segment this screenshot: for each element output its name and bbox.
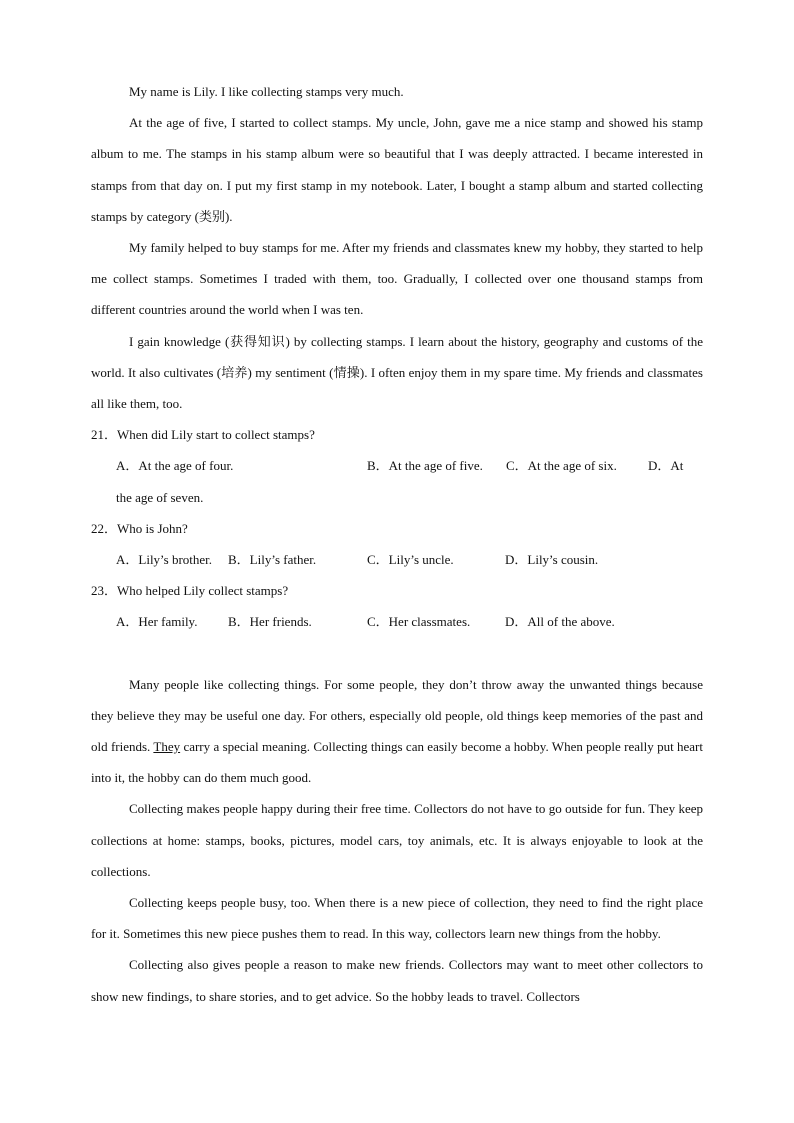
- question-23-option-c[interactable]: C．Her classmates.: [367, 614, 471, 630]
- question-23-stem: 23．Who helped Lily collect stamps?: [91, 583, 289, 599]
- question-22-option-d[interactable]: D．Lily’s cousin.: [505, 552, 599, 568]
- question-22-options: [91, 544, 703, 575]
- passage2-paragraph-1-part-2: carry a special meaning. Collecting things can easily become a hobby. When people really put heart into it, the hobby can do them much good.: [91, 739, 703, 786]
- passage1-paragraph-3: My family helped to buy stamps for me. After my friends and classmates knew my hobby, they started to help me collect stamps. Sometimes I traded with them, too. Gradually, I collected over one thousand stamps from different countries around the world when I was ten.: [91, 240, 703, 318]
- passage2-paragraph-2: Collecting makes people happy during their free time. Collectors do not have to go outside for fun. They keep collections at home: stamps, books, pictures, model cars, toy animals, etc. It is always enjoyable to look at the collections.: [91, 801, 703, 879]
- question-21-option-d[interactable]: D．At: [648, 458, 684, 474]
- passage2-paragraph-3: Collecting keeps people busy, too. When there is a new piece of collection, they need to find the right place for it. Sometimes this new piece pushes them to read. In this way, collectors learn new things from the hobby.: [91, 895, 703, 942]
- question-21-option-c[interactable]: C．At the age of six.: [506, 458, 617, 474]
- passage2-paragraph-1: [91, 669, 703, 794]
- question-22-option-b[interactable]: B．Lily’s father.: [228, 552, 317, 568]
- passage2-paragraph-4: Collecting also gives people a reason to make new friends. Collectors may want to meet other collectors to show new findings, to share stories, and to get advice. So the hobby leads to travel. Collectors: [91, 957, 703, 1004]
- document-content: [91, 76, 703, 1012]
- question-23-option-b[interactable]: B．Her friends.: [228, 614, 312, 630]
- question-22-option-a[interactable]: A．Lily’s brother.: [116, 552, 213, 568]
- question-21-stem: 21．When did Lily start to collect stamps?: [91, 427, 315, 443]
- question-21-options: [91, 450, 703, 481]
- question-21-option-d-continuation: the age of seven.: [116, 489, 204, 505]
- underlined-word-they: They: [153, 739, 181, 755]
- question-21-option-b[interactable]: B．At the age of five.: [367, 458, 483, 474]
- question-22-option-c[interactable]: C．Lily’s uncle.: [367, 552, 454, 568]
- passage1-paragraph-1: My name is Lily. I like collecting stamps very much.: [129, 84, 404, 99]
- passage2-paragraph-1-part-1: Many people like collecting things. For some people, they don’t throw away the unwanted things because they believe they may be useful one day. For others, especially old people, old things keep memories of the past and old friends.: [91, 676, 703, 755]
- section-gap: [91, 638, 703, 669]
- question-23-option-a[interactable]: A．Her family.: [116, 614, 198, 630]
- passage1-paragraph-4: I gain knowledge (获得知识) by collecting stamps. I learn about the history, geography and customs of the world. It also cultivates (培养) my sentiment (情操). I often enjoy them in my spare time. My friends and classmates all like them, too.: [91, 333, 703, 412]
- question-22-stem: 22．Who is John?: [91, 520, 188, 536]
- question-23-option-d[interactable]: D．All of the above.: [505, 614, 615, 630]
- question-23-options: [91, 606, 703, 637]
- passage1-paragraph-2: At the age of five, I started to collect stamps. My uncle, John, gave me a nice stamp and showed his stamp album to me. The stamps in his stamp album were so beautiful that I was deeply attracted. I became interested in stamps from that day on. I put my first stamp in my notebook. Later, I bought a stamp album and started collecting stamps by category (类别).: [91, 115, 703, 224]
- question-21-option-a[interactable]: A．At the age of four.: [116, 458, 234, 474]
